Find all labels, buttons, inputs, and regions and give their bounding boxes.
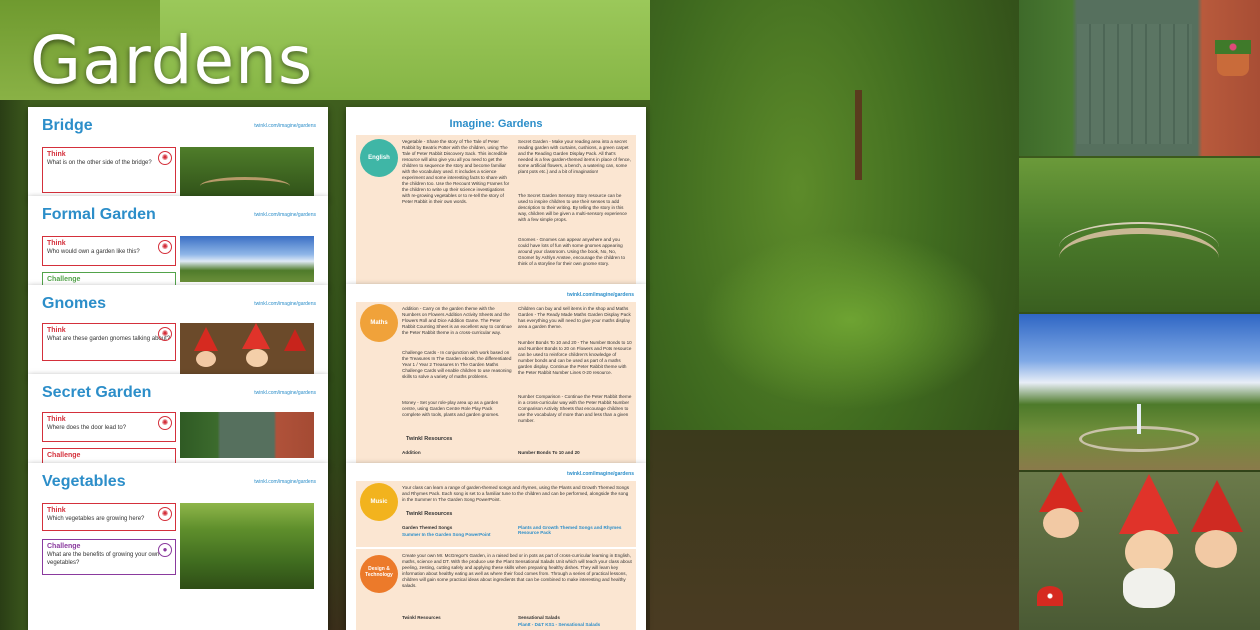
dt-text: Create your own Mr. McGregor's Garden, in a raised bed or in pots as part of cross-curricular learning in English, maths, science and DT. With the produce use the Plant Sensational Salads Unit which will teach your class about peeling, zesting, cutting safely and applying these skills when preparing healthy dishes. They will learn key information about healthy eating as well as where their food comes from. Through a series of practical lessons, children will gain some practical ideas about ingredients that can be combined to make interesting and healthy salads. (402, 553, 632, 588)
doc-imagine-english[interactable] (346, 107, 646, 287)
english-left-text: Vegetable - Share the story of The Tale of Peter Rabbit by Beatrix Potter with the children, using The Tale of Peter Rabbit Discovery Sack. This incredible resource will also give you all you need to get the children to sequence the story and become familiar with the vocabulary used. It includes a science experiment and some interesting facts to share with the children too. Use the Recount Writing Frames for the children to write up their science investigations with re-growing vegetables or to re-tell the story of Peter Rabbit in their own words. (402, 139, 510, 204)
maths-left-text-a: Addition - Carry on the garden theme with the Numbers on Flowers Addition Activity Sheets and the Flowers Roll and Dice Addition Game. The Peter Rabbit Counting Sheet is an excellent way to continue the Peter Rabbit theme in a cross-curricular way. (402, 306, 512, 335)
card-url[interactable]: twinkl.com/imagine/gardens (254, 123, 316, 129)
maths-left-text-c: Money - Set your role-play area up as a garden centre, using Garden Centre Role Play Pack complete with tools, plants and garden gnomes. (402, 400, 500, 417)
think-box (42, 147, 176, 193)
challenge-label: Challenge (47, 543, 81, 550)
think-box (42, 412, 176, 442)
music-res-right-link[interactable]: Plants and Growth Themed Songs and Rhymes Resource Pack (518, 525, 622, 535)
dt-res-left-label: Twinkl Resources (402, 615, 441, 620)
challenge-label: Challenge (47, 452, 81, 459)
maths-left-text-b: Challenge Cards - In conjunction with work based on the Treasures In The Garden ebook, the differentiated Year 1 / Year 2 Treasures In The Garden Maths Challenge Cards will enable children to use reasoning skills to solve a variety of maths problems. (402, 350, 512, 379)
card-url[interactable]: twinkl.com/imagine/gardens (254, 390, 316, 396)
english-right-text-c: Gnomes - Gnomes can appear anywhere and you could have lots of fun with some gnomes appearing around your classroom. Using the book, No, No, Gnome! by Ashlyn Anstee, encourage the children to think of a storyline for their own gnome story. (518, 237, 625, 266)
card-title: Secret Garden (42, 384, 152, 401)
music-resources-title: Twinkl Resources (406, 511, 453, 517)
card-title: Bridge (42, 117, 93, 134)
think-label: Think (47, 507, 66, 514)
english-panel (356, 135, 636, 285)
dt-badge: Design & Technology (360, 555, 398, 593)
think-box (42, 323, 176, 361)
card-secret-garden[interactable] (28, 374, 328, 466)
doc-maths[interactable] (346, 284, 646, 466)
bridge-thumbnail (180, 147, 314, 199)
resources-right-label: Number Bonds To 10 and 20 (518, 450, 580, 455)
maths-right-text-c: Number Comparison - Continue the Peter Rabbit theme in a cross-curricular way with the Peter Rabbit Number Comparison Activity Sheets that encourage children to use the vocabulary of more than and less than a given number. (518, 394, 632, 423)
formal-garden-photo (1019, 314, 1260, 470)
maths-right-text-b: Number Bonds To 10 and 20 - The Number Bonds to 10 and Number Bonds to 20 on Flowers and Pots resource can be used to reinforce children's knowledge of number bonds and can be used as part of a maths garden display. Continue the Peter Rabbit theme with the Peter Rabbit Number Lines 0-20 resource. (518, 340, 632, 375)
page-title: Gardens (30, 22, 314, 99)
music-text: Your class can learn a range of garden-themed songs and rhymes, using the Plants and Growth Themed Songs and Rhymes Pack. Each song is set to a familiar tune to the children and can be performed, alongside the song in the Summer In The Garden Song PowerPoint. (402, 485, 630, 502)
lightbulb-icon: ✺ (158, 151, 172, 165)
card-url[interactable]: twinkl.com/imagine/gardens (254, 479, 316, 485)
lightbulb-icon: ✺ (158, 240, 172, 254)
lightbulb-icon: ✺ (158, 507, 172, 521)
think-label: Think (47, 240, 66, 247)
lightbulb-icon: ✺ (158, 327, 172, 341)
card-title: Vegetables (42, 473, 126, 490)
card-title: Gnomes (42, 295, 107, 312)
think-text: Where does the door lead to? (47, 425, 127, 431)
think-label: Think (47, 416, 66, 423)
vegetables-thumbnail (180, 503, 314, 589)
secret-door-photo (1019, 0, 1260, 156)
music-badge: Music (360, 483, 398, 521)
card-bridge[interactable] (28, 107, 328, 199)
doc-title: Imagine: Gardens (449, 118, 543, 130)
secret-garden-thumbnail (180, 412, 314, 458)
think-text: Which vegetables are growing here? (47, 516, 145, 522)
music-res-left-link[interactable]: Summer In the Garden Song PowerPoint (402, 532, 491, 537)
gnomes-thumbnail (180, 323, 314, 375)
maths-panel (356, 302, 636, 464)
formal-garden-thumbnail (180, 236, 314, 282)
doc-url[interactable]: twinkl.com/imagine/gardens (567, 471, 634, 477)
doc-music-dt[interactable] (346, 463, 646, 630)
music-panel (356, 481, 636, 547)
think-label: Think (47, 327, 66, 334)
card-vegetables[interactable] (28, 463, 328, 630)
lightbulb-icon: ✺ (158, 416, 172, 430)
card-url[interactable]: twinkl.com/imagine/gardens (254, 212, 316, 218)
card-formal-garden[interactable] (28, 196, 328, 288)
maths-right-text-a: Children can buy and sell items in the shop and Maths Garden - The Ready Made Maths Garden Display Pack has everything you will need to give your maths display area a garden theme. (518, 306, 631, 329)
card-title: Formal Garden (42, 206, 156, 223)
english-right-text-a: Secret Garden - Make your reading area into a secret reading garden with curtains, cushions, a green carpet and the Reading Garden Display Pack. All that's needed is a few garden-themed items in place of fence, some artificial flowers, a bench, a watering can, some plant pots etc.) and a bit of imagination! (518, 139, 631, 174)
english-right-text-b: The Secret Garden Sensory Story resource can be used to inspire children to use their senses to add description to their writing. By telling the story in this way, children will be given a multi-sensory experience with a few simple props. (518, 193, 627, 222)
doc-url[interactable]: twinkl.com/imagine/gardens (567, 292, 634, 298)
dt-res-right-link[interactable]: PlanIt - D&T KS1 - Sensational Salads (518, 622, 601, 627)
card-gnomes[interactable] (28, 285, 328, 377)
think-box (42, 503, 176, 531)
dt-res-right-label: Sensational Salads (518, 615, 560, 620)
maths-badge: Maths (360, 304, 398, 342)
challenge-label: Challenge (47, 276, 81, 283)
resources-title: Twinkl Resources (406, 436, 453, 442)
card-url[interactable]: twinkl.com/imagine/gardens (254, 301, 316, 307)
dt-panel (356, 549, 636, 630)
challenge-box (42, 539, 176, 575)
think-text: Who would own a garden like this? (47, 249, 140, 255)
english-badge: English (360, 139, 398, 177)
resources-left-label: Addition (402, 450, 421, 455)
think-text: What is on the other side of the bridge? (47, 160, 152, 166)
think-label: Think (47, 151, 66, 158)
gnomes-photo (1019, 472, 1260, 630)
speech-bubble-icon: ● (158, 543, 172, 557)
bridge-photo (1019, 158, 1260, 312)
challenge-text: What are the benefits of growing your own vegetables? (47, 552, 160, 567)
think-box (42, 236, 176, 266)
think-text: What are these garden gnomes talking about? (47, 336, 171, 342)
music-res-left-label: Garden Themed Songs (402, 525, 453, 530)
